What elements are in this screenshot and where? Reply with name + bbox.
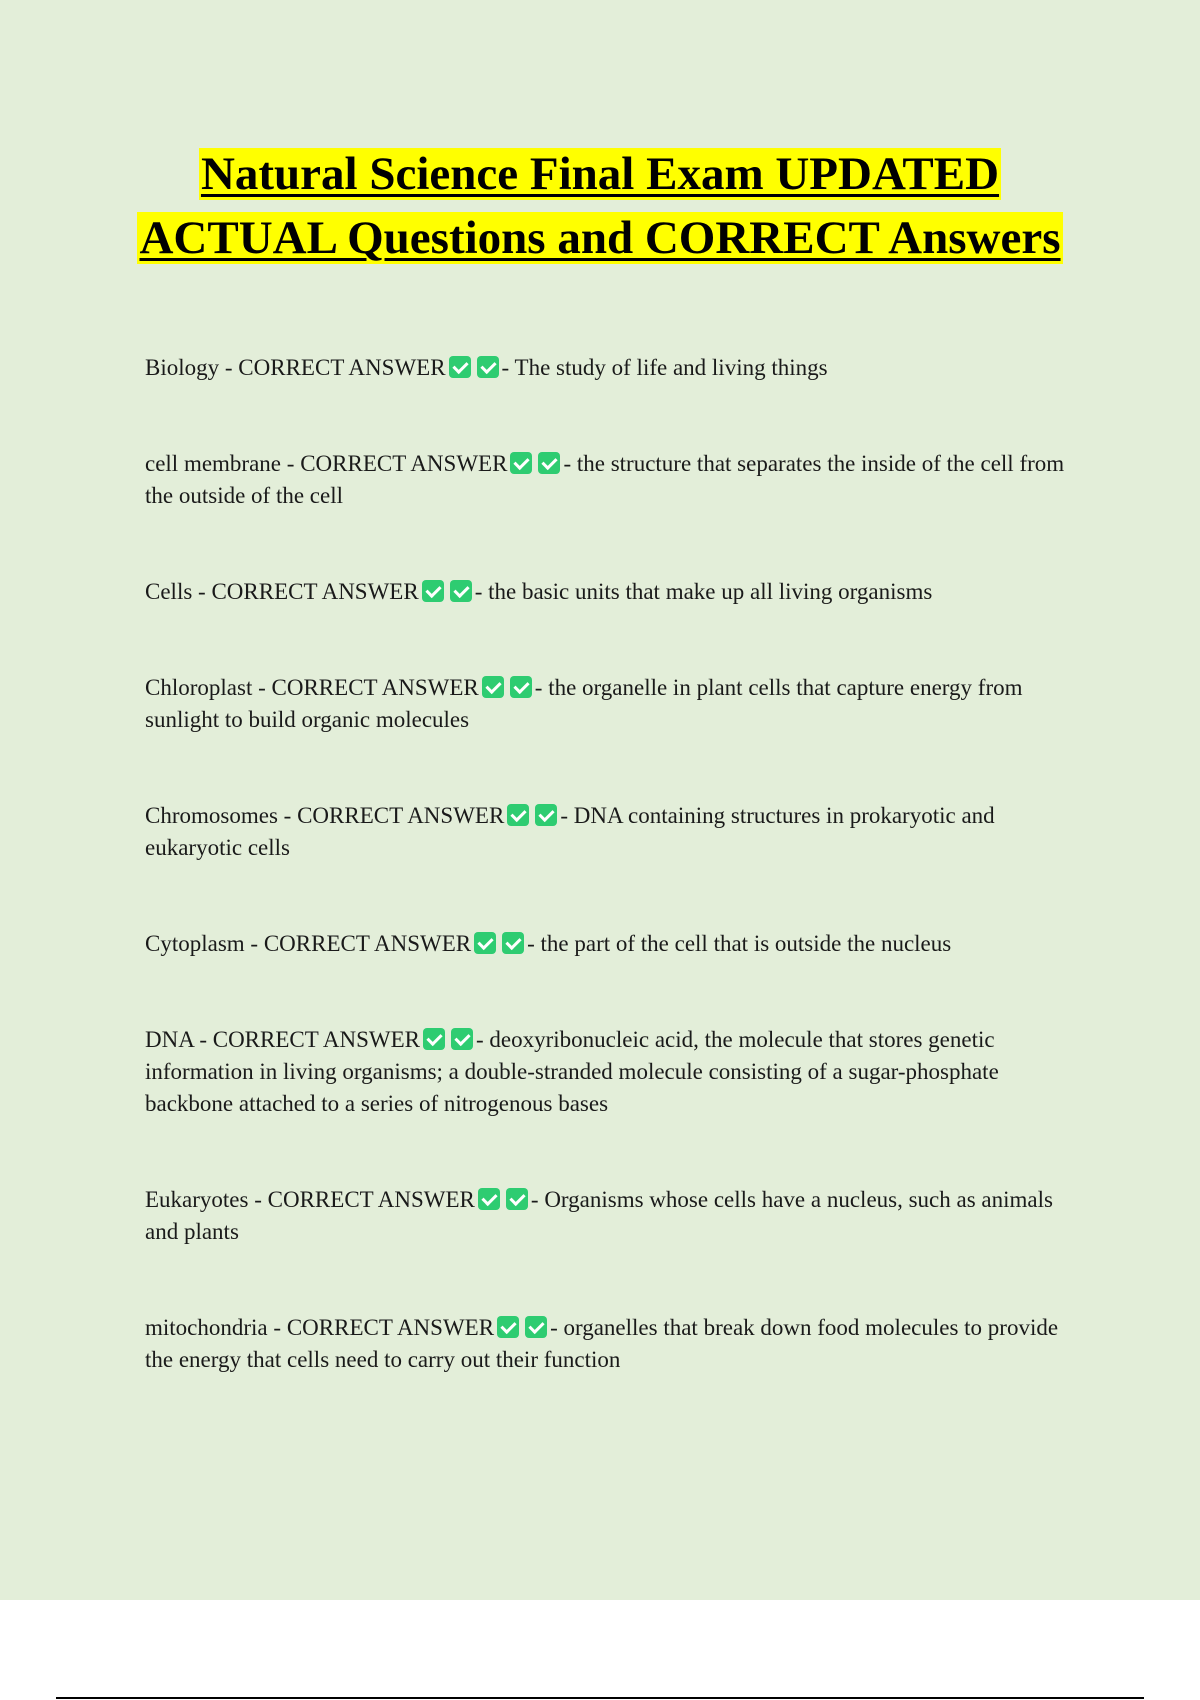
check-box-icon: [422, 580, 444, 602]
check-box-icon: [510, 676, 532, 698]
answer-marker: CORRECT ANSWER: [267, 1187, 475, 1212]
check-box-icon: [449, 356, 471, 378]
check-box-icon: [478, 1188, 500, 1210]
entry-cells: Cells - CORRECT ANSWER - the basic units that make up all living organisms: [145, 579, 933, 604]
answer-marker: CORRECT ANSWER: [300, 451, 508, 476]
entry-definition: the part of the cell that is outside the nucleus: [540, 931, 952, 956]
entry-term: Eukaryotes: [145, 1187, 249, 1212]
entry-dna: DNA - CORRECT ANSWER - deoxyribonucleic acid, the molecule that stores genetic information in living organisms; a double-stranded molecule consisting of a sugar-phosphate backbone attached to a series of nitrogenous bases: [145, 1027, 999, 1116]
check-box-icon: [423, 1028, 445, 1050]
entry-definition: the basic units that make up all living organisms: [488, 579, 933, 604]
entry-mitochondria: mitochondria - CORRECT ANSWER - organelles that break down food molecules to provide the energy that cells need to carry out their function: [145, 1315, 1059, 1372]
document-title: [100, 142, 1100, 270]
answer-marker: CORRECT ANSWER: [286, 1315, 495, 1340]
entry-cell-membrane: cell membrane - CORRECT ANSWER - the structure that separates the inside of the cell from the outside of the cell: [145, 451, 1065, 508]
check-box-icon: [535, 804, 557, 826]
entry-definition: organelles that break down food molecules to provide the energy that cells need to carry out their function: [145, 1315, 1059, 1372]
entry-definition: the organelle in plant cells that capture energy from sunlight to build organic molecules: [145, 675, 1023, 732]
entry-definition: Organisms whose cells have a nucleus, such as animals and plants: [145, 1187, 1053, 1244]
entry-term: mitochondria: [145, 1315, 268, 1340]
check-box-icon: [502, 932, 524, 954]
answer-marker: CORRECT ANSWER: [212, 1027, 420, 1052]
entry-definition: deoxyribonucleic acid, the molecule that stores genetic information in living organisms; a double-stranded molecule consisting of a sugar-phosphate backbone attached to a series of nitrogenous bases: [145, 1027, 999, 1116]
answer-marker: CORRECT ANSWER: [271, 675, 479, 700]
check-box-icon: [525, 1316, 547, 1338]
answer-marker: CORRECT ANSWER: [211, 579, 419, 604]
check-box-icon: [474, 932, 496, 954]
answer-marker: CORRECT ANSWER: [297, 803, 505, 828]
entry-term: Biology: [145, 355, 220, 380]
entry-biology: Biology - CORRECT ANSWER - The study of life and living things: [145, 355, 828, 380]
entry-definition: The study of life and living things: [514, 355, 828, 380]
entry-eukaryotes: Eukaryotes - CORRECT ANSWER - Organisms whose cells have a nucleus, such as animals and plants: [145, 1187, 1053, 1244]
entry-chloroplast: Chloroplast - CORRECT ANSWER - the organelle in plant cells that capture energy from sunlight to build organic molecules: [145, 675, 1023, 732]
answer-marker: CORRECT ANSWER: [238, 355, 446, 380]
entry-term: Cells: [145, 579, 193, 604]
entry-term: Chloroplast: [145, 675, 253, 700]
entry-term: cell membrane: [145, 451, 282, 476]
document-title-text: Natural Science Final Exam UPDATED ACTUAL Questions and CORRECT Answers: [139, 148, 1061, 264]
check-box-icon: [451, 1028, 473, 1050]
check-box-icon: [507, 804, 529, 826]
entry-chromosomes: Chromosomes - CORRECT ANSWER - DNA containing structures in prokaryotic and eukaryotic cells: [145, 803, 995, 860]
entry-term: Cytoplasm: [145, 931, 245, 956]
entry-term: DNA: [145, 1027, 194, 1052]
check-box-icon: [477, 356, 499, 378]
check-box-icon: [506, 1188, 528, 1210]
answer-marker: CORRECT ANSWER: [263, 931, 472, 956]
entry-definition: DNA containing structures in prokaryotic and eukaryotic cells: [145, 803, 995, 860]
check-box-icon: [482, 676, 504, 698]
footer-divider: [56, 1697, 1144, 1699]
check-box-icon: [497, 1316, 519, 1338]
check-box-icon: [510, 452, 532, 474]
check-box-icon: [450, 580, 472, 602]
entry-term: Chromosomes: [145, 803, 278, 828]
check-box-icon: [538, 452, 560, 474]
entry-definition: the structure that separates the inside of the cell from the outside of the cell: [145, 451, 1065, 508]
entry-list: [145, 352, 1085, 1376]
entry-cytoplasm: Cytoplasm - CORRECT ANSWER - the part of the cell that is outside the nucleus: [145, 931, 952, 956]
